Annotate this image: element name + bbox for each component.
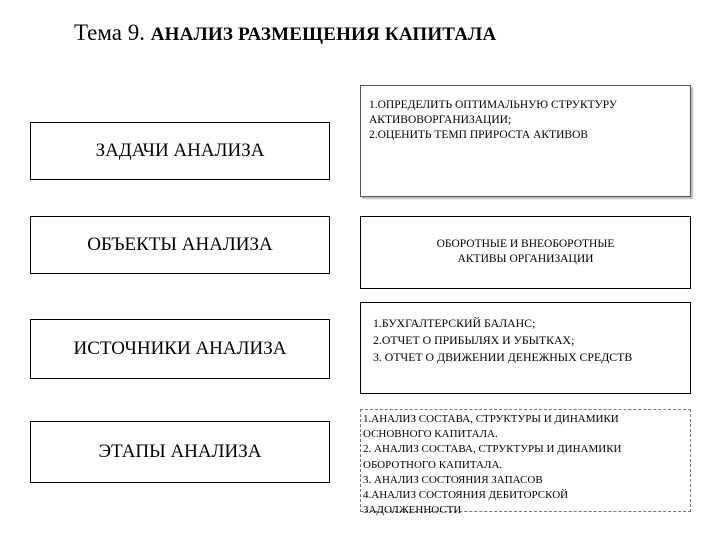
- slide-title-prefix: Тема 9.: [74, 20, 145, 45]
- stages-line-4: ОБОРОТНОГО КАПИТАЛА.: [363, 458, 503, 471]
- objects-label-box: [30, 216, 330, 274]
- sources-label: ИСТОЧНИКИ АНАЛИЗА: [73, 338, 287, 359]
- objects-label: ОБЪЕКТЫ АНАЛИЗА: [87, 234, 273, 255]
- stages-line-2: ОСНОВНОГО КАПИТАЛА.: [363, 428, 498, 441]
- tasks-label: ЗАДАЧИ АНАЛИЗА: [95, 140, 265, 161]
- objects-line-1: ОБОРОТНЫЕ И ВНЕОБОРОТНЫЕ: [436, 238, 615, 250]
- sources-label-box: [30, 319, 330, 379]
- objects-content-box: [360, 216, 691, 289]
- tasks-label-box: [30, 122, 330, 180]
- tasks-line-1: 1.ОПРЕДЕЛИТЬ ОПТИМАЛЬНУЮ СТРУКТУРУ: [369, 99, 618, 111]
- tasks-line-3: 2.ОЦЕНИТЬ ТЕМП ПРИРОСТА АКТИВОВ: [369, 129, 589, 141]
- slide-title-main: АНАЛИЗ РАЗМЕЩЕНИЯ КАПИТАЛА: [150, 24, 497, 45]
- tasks-line-2: АКТИВОВОРГАНИЗАЦИИ;: [369, 114, 512, 126]
- stages-line-3: 2. АНАЛИЗ СОСТАВА, СТРУКТУРЫ И ДИНАМИКИ: [363, 443, 622, 456]
- stages-label: ЭТАПЫ АНАЛИЗА: [98, 441, 262, 462]
- slide-title: [74, 18, 496, 50]
- sources-line-2: 2.ОТЧЕТ О ПРИБЫЛЯХ И УБЫТКАХ;: [373, 333, 575, 347]
- stages-line-6: 4.АНАЛИЗ СОСТОЯНИЯ ДЕБИТОРСКОЙ: [363, 489, 569, 502]
- stages-line-5: 3. АНАЛИЗ СОСТОЯНИЯ ЗАПАСОВ: [363, 473, 543, 486]
- objects-line-2: АКТИВЫ ОРГАНИЗАЦИИ: [457, 253, 594, 265]
- tasks-content-box: [360, 85, 691, 197]
- sources-content-box: [360, 302, 691, 394]
- stages-label-box: [30, 421, 330, 483]
- sources-line-3: 3. ОТЧЕТ О ДВИЖЕНИИ ДЕНЕЖНЫХ СРЕДСТВ: [373, 350, 633, 364]
- stages-line-7: ЗАДОЛЖЕННОСТИ: [363, 504, 462, 517]
- stages-content-box: [360, 409, 691, 517]
- sources-line-1: 1.БУХГАЛТЕРСКИЙ БАЛАНС;: [373, 316, 536, 330]
- stages-line-1: 1.АНАЛИЗ СОСТАВА, СТРУКТУРЫ И ДИНАМИКИ: [363, 413, 619, 425]
